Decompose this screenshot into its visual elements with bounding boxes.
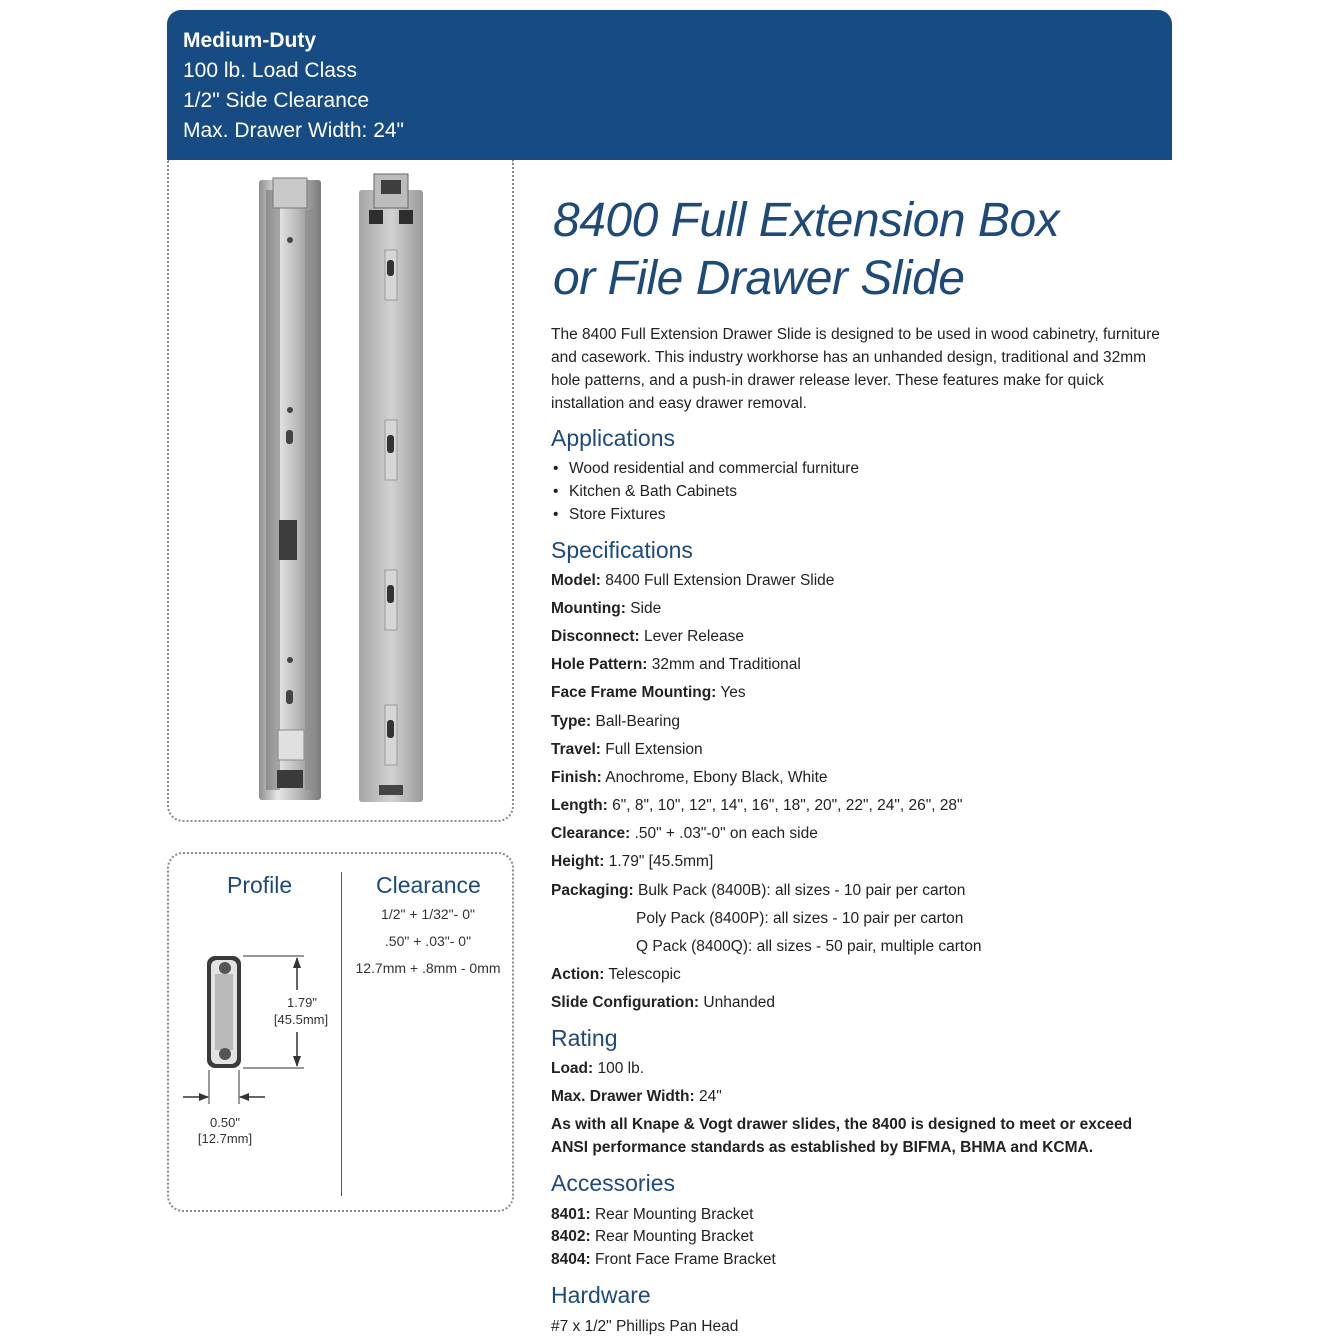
spec-value: Anochrome, Ebony Black, White [601,769,828,786]
list-item: • Kitchen & Bath Cabinets [553,483,738,500]
spec-value: Unhanded [699,994,775,1011]
accessory-label: 8401: [551,1206,591,1223]
page-title [553,192,1059,308]
list-item: • Wood residential and commercial furniture [553,460,860,477]
spec-row [551,882,965,900]
spec-label: Slide Configuration: [551,994,700,1011]
packaging-line: Poly Pack (8400P): all sizes - 10 pair per carton [636,910,964,927]
rating-label: Max. Drawer Width: [551,1088,695,1105]
spec-value: 8400 Full Extension Drawer Slide [600,572,835,589]
header-line: 1/2" Side Clearance [183,89,370,112]
rating-note: As with all Knape & Vogt drawer slides, the 8400 is designed to meet or exceed [551,1116,1133,1133]
spec-row [551,741,703,759]
spec-value: 1.79" [45.5mm] [604,853,714,870]
profile-cross-section-drawing [169,944,339,1184]
spec-label: Face Frame Mounting: [551,684,717,701]
product-photo-panel [167,160,514,822]
clearance-line: .50" + .03"- 0" [384,933,472,949]
spec-row [551,994,775,1012]
spec-value: Bulk Pack (8400B): all sizes - 10 pair per carton [633,882,966,899]
title-line: or File Drawer Slide [553,252,965,305]
title-line: 8400 Full Extension Box [553,194,1060,247]
spec-value: Yes [716,684,746,701]
width-dimension-in: 0.50" [210,1115,240,1130]
spec-label: Length: [551,797,608,814]
spec-label: Mounting: [551,600,626,617]
spec-row [551,853,713,871]
spec-row [551,713,680,731]
height-dimension-in: 1.79" [287,995,317,1010]
clearance-line: 12.7mm + .8mm - 0mm [355,960,501,976]
spec-row [551,825,818,843]
profile-heading: Profile [227,872,293,898]
width-dimension-mm: [12.7mm] [197,1131,253,1146]
spec-value: .50" + .03"-0" on each side [630,825,818,842]
rating-row [551,1060,644,1078]
rating-label: Load: [551,1060,594,1077]
spec-row [551,628,744,646]
list-item-text: Wood residential and commercial furniture [569,460,860,477]
height-dimension-mm: [45.5mm] [273,1012,329,1027]
list-item: • Store Fixtures [553,506,666,523]
spec-label: Clearance: [551,825,631,842]
spec-value: Ball-Bearing [591,713,680,730]
rating-note: ANSI performance standards as established by BIFMA, BHMA and KCMA. [551,1139,1094,1156]
drawer-slide-photo [169,160,512,820]
accessories-heading: Accessories [551,1170,675,1196]
hardware-heading: Hardware [551,1282,651,1308]
header-title: Medium-Duty [183,29,316,52]
spec-label: Action: [551,966,605,983]
profile-clearance-panel [167,852,514,1212]
rating-value: 100 lb. [593,1060,645,1077]
packaging-line: Q Pack (8400Q): all sizes - 50 pair, multiple carton [636,938,982,955]
spec-label: Travel: [551,741,601,758]
header-line: Max. Drawer Width: 24" [183,119,405,142]
intro-paragraph: The 8400 Full Extension Drawer Slide is designed to be used in wood cabinetry, furniture and casework. This industry workhorse has an unhanded design, traditional and 32mm hole patterns, and a push-in drawer release lever. These features make for quick installation and easy drawer removal. [551,326,1160,412]
spec-row [551,684,746,702]
header-line: 100 lb. Load Class [183,59,357,82]
applications-heading: Applications [551,425,676,451]
spec-value: Lever Release [639,628,744,645]
accessory-value: Rear Mounting Bracket [590,1206,754,1223]
spec-label: Hole Pattern: [551,656,648,673]
spec-value: 6", 8", 10", 12", 14", 16", 18", 20", 22", 24", 26", 28" [607,797,963,814]
spec-label: Disconnect: [551,628,640,645]
spec-row [551,769,828,787]
accessory-value: Front Face Frame Bracket [590,1251,776,1268]
accessory-label: 8402: [551,1228,591,1245]
specifications-heading: Specifications [551,537,693,563]
spec-row [551,600,661,618]
spec-value: Full Extension [600,741,703,758]
list-item-text: Kitchen & Bath Cabinets [569,483,738,500]
spec-label: Model: [551,572,601,589]
spec-value: Side [625,600,662,617]
rating-heading: Rating [551,1025,618,1051]
clearance-line: 1/2" + 1/32"- 0" [381,906,475,922]
spec-label: Finish: [551,769,602,786]
hardware-item: #7 x 1/2" Phillips Pan Head [551,1318,739,1335]
accessory-label: 8404: [551,1251,591,1268]
spec-label: Height: [551,853,605,870]
list-item-text: Store Fixtures [569,506,666,523]
panel-divider [341,872,342,1196]
spec-value: Telescopic [604,966,681,983]
accessory-row [551,1251,776,1269]
spec-value: 32mm and Traditional [647,656,801,673]
rating-value: 24" [694,1088,722,1105]
accessory-row [551,1206,753,1224]
spec-label: Packaging: [551,882,634,899]
accessory-row [551,1228,753,1246]
spec-row [551,656,801,674]
header-banner [167,10,1172,160]
rating-row [551,1088,722,1106]
clearance-heading: Clearance [376,872,481,898]
spec-label: Type: [551,713,592,730]
accessory-value: Rear Mounting Bracket [590,1228,754,1245]
spec-row [551,966,681,984]
spec-row [551,572,834,590]
spec-row [551,797,963,815]
